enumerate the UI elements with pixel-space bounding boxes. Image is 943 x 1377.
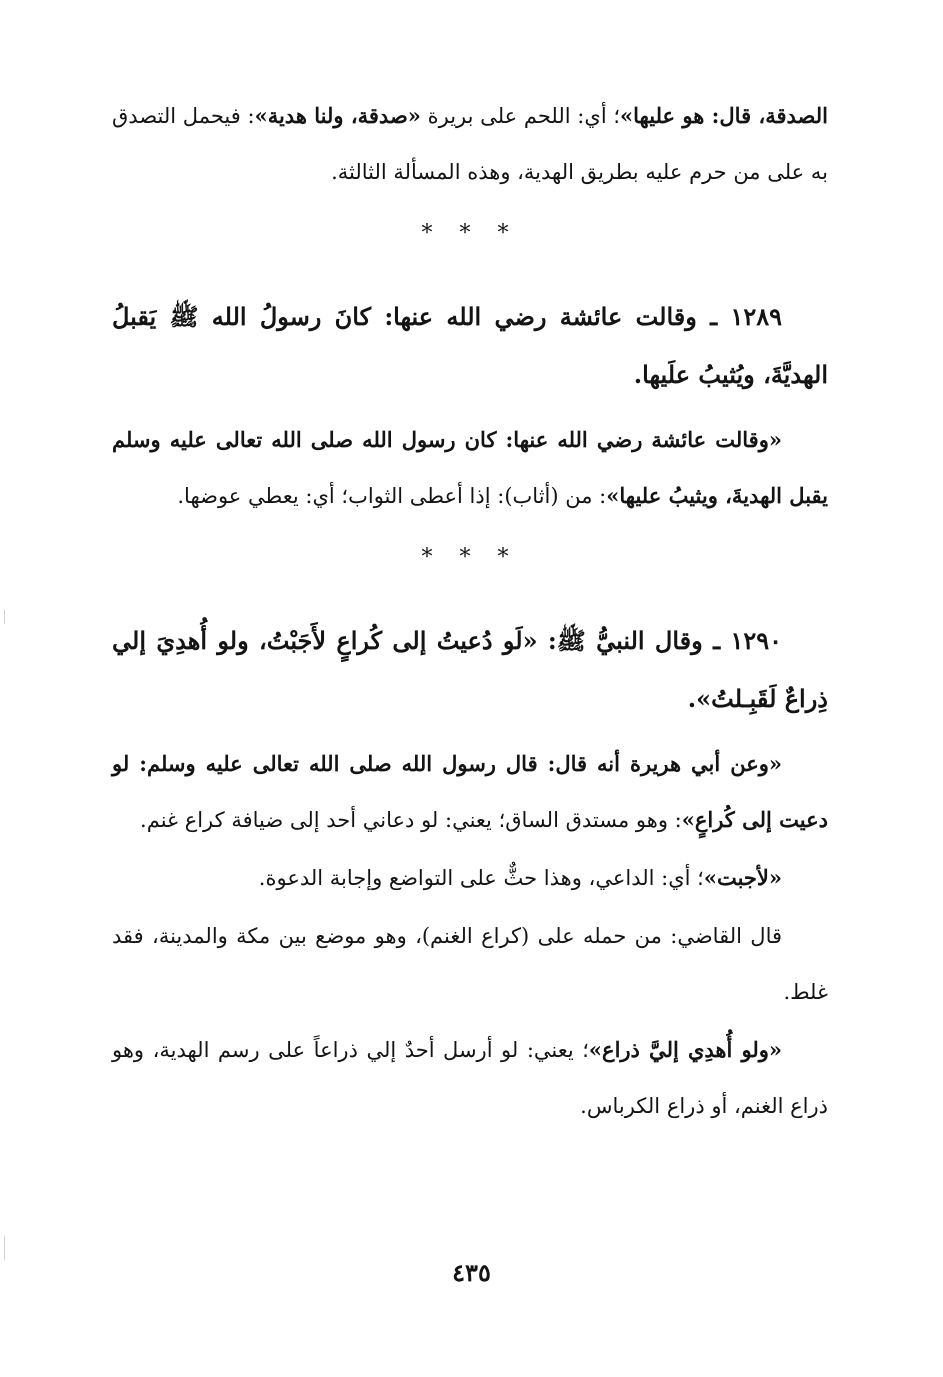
hadith-1289: ١٢٨٩ ـ وقالت عائشة رضي الله عنها: كانَ رسولُ الله ﷺ يَقبلُ الهديَّةَ، ويُثيبُ علَيها. (112, 302, 828, 389)
quote-bold: «صدقة، ولنا هدية» (254, 103, 421, 128)
commentary-1289 (112, 412, 828, 524)
scan-edge-mark (4, 1236, 5, 1260)
quote-bold: الصدقة، قال: هو عليها» (620, 103, 828, 128)
section-separator: * * * (421, 545, 519, 570)
quote-bold: «وعن أبي هريرة أنه قال: قال رسول الله صلى الله تعالى عليه وسلم: لو دعيت إلى كُراعٍ» (112, 751, 828, 832)
section-separator: * * * (421, 221, 519, 246)
commentary-text: قال القاضي: من حمله على (كراع الغنم)، وهو موضع بين مكة والمدينة، فقد غلط. (112, 924, 828, 1004)
scan-edge-mark (4, 610, 5, 624)
page-body (112, 88, 828, 1136)
commentary-1290-p3 (112, 908, 828, 1020)
commentary-text: ؛ أي: الداعي، وهذا حثٌّ على التواضع وإجابة الدعوة. (258, 866, 704, 890)
commentary-text: : فيحمل التصدق به على من حرم عليه بطريق الهدية، وهذه المسألة الثالثة. (112, 104, 828, 184)
page-number: ٤٣٥ (452, 1258, 491, 1287)
quote-bold: «لأجبت» (703, 865, 782, 890)
commentary-1290-p2 (112, 850, 828, 906)
quote-bold: «وقالت عائشة رضي الله عنها: كان رسول الله صلى الله تعالى عليه وسلم يقبل الهديةَ، ويثيبُ عليها» (112, 427, 828, 508)
commentary-1290-p1 (112, 736, 828, 848)
hadith-1290: ١٢٩٠ ـ وقال النبيُّ ﷺ: «لَو دُعيتُ إلى كُراعٍ لأَجَبْتُ، ولو أُهدِيَ إلي ذِراعٌ لَقَبِـلتُ». (112, 626, 828, 713)
commentary-1290-p4 (112, 1022, 828, 1134)
commentary-text: ؛ أي: اللحم على بريرة (420, 104, 621, 128)
commentary-text: ؛ يعني: لو أرسل أحدٌ إلي ذراعاً على رسم الهدية، وهو ذراع الغنم، أو ذراع الكرباس. (112, 1038, 828, 1118)
quote-bold: «ولو أُهدِي إليَّ ذراع» (588, 1037, 782, 1062)
commentary-text: : وهو مستدق الساق؛ يعني: لو دعاني أحد إلى ضيافة كراع غنم. (140, 808, 682, 832)
top-paragraph (112, 88, 828, 200)
commentary-text: : من (أثاب): إذا أعطى الثواب؛ أي: يعطي عوضها. (177, 484, 607, 508)
